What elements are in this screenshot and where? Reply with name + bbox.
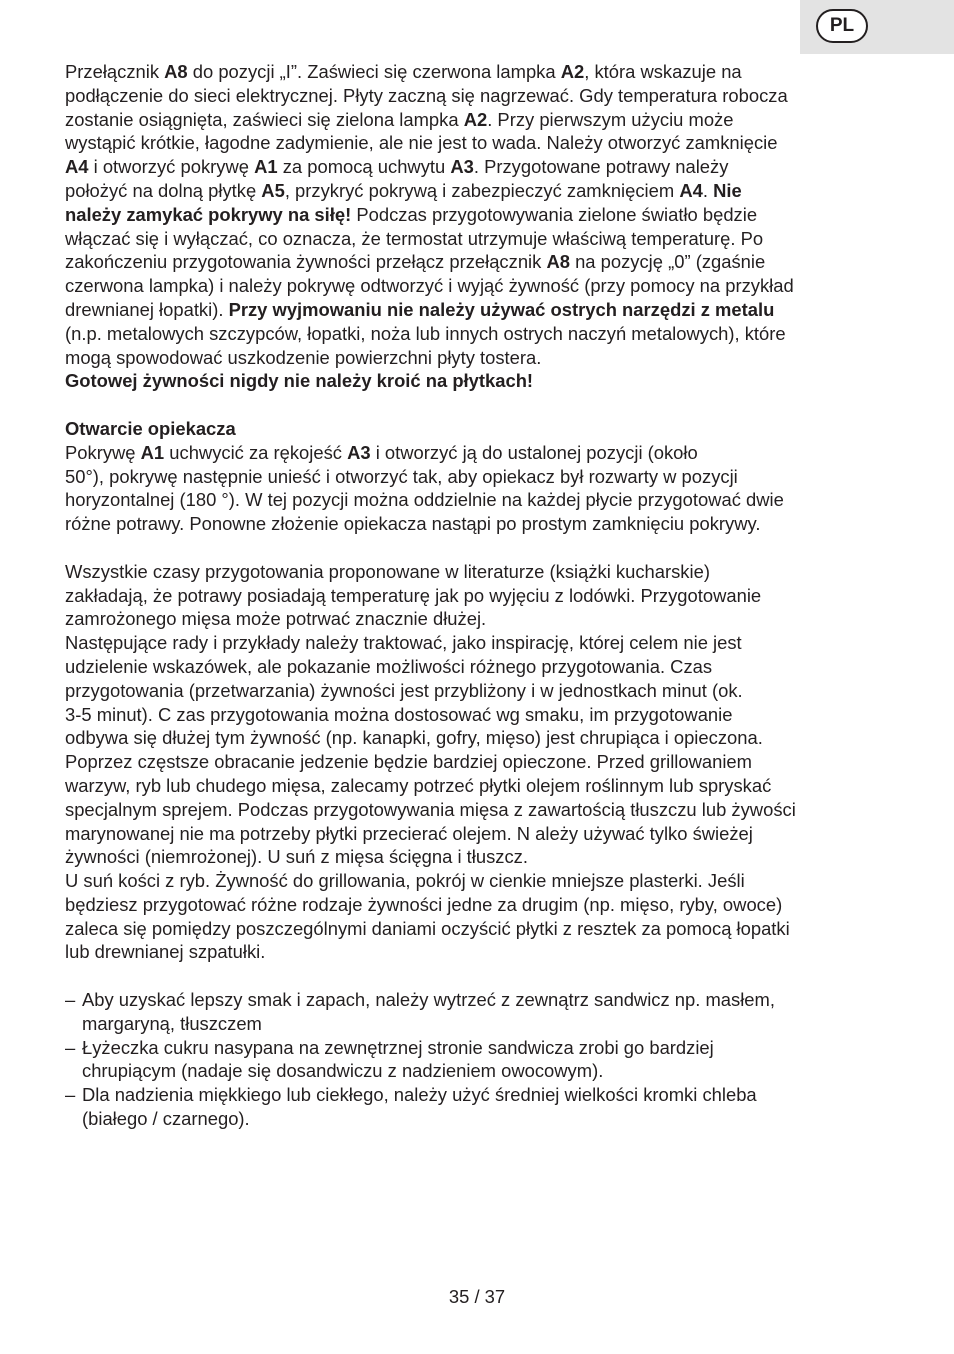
list-item: – Aby uzyskać lepszy smak i zapach, należy wytrzeć z zewnątrz sandwicz np. masłem, margaryną, tłuszczem bbox=[65, 988, 885, 1036]
text-line: Pokrywę A1 uchwycić za rękojeść A3 i otworzyć ją do ustalonej pozycji (około bbox=[65, 441, 698, 463]
text-line: Przełącznik A8 do pozycji „I”. Zaświeci się czerwona lampka A2, która wskazuje na bbox=[65, 61, 742, 82]
text-line: włączać się i wyłączać, co oznacza, że termostat utrzymuje właściwą temperaturę. Po bbox=[65, 227, 764, 249]
text-line: podłączenie do sieci elektrycznej. Płyty zaczną się nagrzewać. Gdy temperatura robocza bbox=[65, 84, 788, 106]
text-line: różne potrawy. Ponowne złożenie opiekacza nastąpi po prostym zamknięciu pokrywy. bbox=[65, 513, 761, 535]
text-line: zamrożonego mięsa może potrwać znacznie dłużej. bbox=[65, 608, 487, 630]
text-line: U suń kości z ryb. Żywność do grillowania, pokrój w cienkie mniejsze plasterki. Jeśli bbox=[65, 870, 745, 892]
text-line: 3-5 minut). C zas przygotowania można dostosować wg smaku, im przygotowanie bbox=[65, 703, 733, 725]
text-line: przygotowania (przetwarzania) żywności jest przybliżony i w jednostkach minut (ok. bbox=[65, 679, 743, 701]
text-line: lub drewnianej szpatułki. bbox=[65, 941, 266, 963]
text-line: Wszystkie czasy przygotowania proponowane w literaturze (książki kucharskie) bbox=[65, 560, 710, 582]
text-line: zostanie osiągnięta, zaświeci się zielona lampka A2. Przy pierwszym użyciu może bbox=[65, 108, 734, 130]
document-body bbox=[65, 60, 885, 1131]
text-line: czerwona lampka) i należy pokrywę odtworzyć i wyjąć żywność (przy pomocy na przykład bbox=[65, 275, 794, 297]
language-badge: PL bbox=[816, 9, 868, 43]
text-line: udzielenie wskazówek, ale pokazanie możliwości różnego przygotowania. Czas bbox=[65, 655, 713, 677]
text-line: zaleca się pomiędzy poszczególnymi daniami oczyścić płytki z resztek za pomocą łopatki bbox=[65, 917, 790, 939]
list-item: – Łyżeczka cukru nasypana na zewnętrznej stronie sandwicza zrobi go bardziej chrupiącym (nadaje się dosandwiczu z nadzieniem owocowym). bbox=[65, 1036, 885, 1084]
page-number: 35 / 37 bbox=[448, 1286, 506, 1307]
text-line: zakończeniu przygotowania żywności przełącz przełącznik A8 na pozycję „0” (zgaśnie bbox=[65, 251, 766, 273]
text-line: należy zamykać pokrywy na siłę! Podczas przygotowywania zielone światło będzie bbox=[65, 203, 758, 225]
text-line: Następujące rady i przykłady należy traktować, jako inspirację, której celem nie jest bbox=[65, 632, 742, 654]
text-line: wystąpić krótkie, łagodne zadymienie, ale nie jest to wada. Należy otworzyć zamknięcie bbox=[65, 132, 778, 154]
text-line: 50°), pokrywę następnie unieść i otworzyć tak, aby opiekacz był rozwarty w pozycji bbox=[65, 465, 738, 487]
section-heading: Otwarcie opiekacza bbox=[65, 417, 236, 439]
text-line: będziesz przygotować różne rodzaje żywności jedne za drugim (np. mięso, ryby, owoce) bbox=[65, 893, 783, 915]
text-line: drewnianej łopatki). Przy wyjmowaniu nie należy używać ostrych narzędzi z metalu bbox=[65, 298, 775, 320]
text-line: A4 i otworzyć pokrywę A1 za pomocą uchwytu A3. Przygotowane potrawy należy bbox=[65, 156, 729, 178]
text-line: (n.p. metalowych szczypców, łopatki, noża lub innych ostrych naczyń metalowych), które bbox=[65, 322, 786, 344]
paragraph-operation bbox=[65, 60, 885, 393]
list-item: – Dla nadzienia miękkiego lub ciekłego, należy użyć średniej wielkości kromki chleba (białego / czarnego). bbox=[65, 1083, 885, 1131]
text-line: Gotowej żywności nigdy nie należy kroić na płytkach! bbox=[65, 370, 534, 392]
text-line: położyć na dolną płytkę A5, przykryć pokrywą i zabezpieczyć zamknięciem A4. Nie bbox=[65, 179, 742, 201]
text-line: Poprzez częstsze obracanie jedzenie będzie bardziej opieczone. Przed grillowaniem bbox=[65, 751, 752, 773]
text-line: horyzontalnej (180 °). W tej pozycji można oddzielnie na każdej płycie przygotować dwie bbox=[65, 489, 784, 511]
paragraph-opening bbox=[65, 441, 885, 536]
text-line: odbywa się dłużej tym żywność (np. kanapki, gofry, mięso) jest chrupiąca i opieczona. bbox=[65, 727, 763, 749]
text-line: marynowanej nie ma potrzeby płytki przecierać olejem. N ależy używać tylko świeżej bbox=[65, 822, 753, 844]
tips-list bbox=[65, 988, 885, 1131]
text-line: żywności (niemrożonej). U suń z mięsa ścięgna i tłuszcz. bbox=[65, 846, 528, 868]
language-tab bbox=[800, 0, 954, 54]
paragraph-tips bbox=[65, 560, 885, 965]
text-line: warzyw, ryb lub chudego mięsa, zalecamy potrzeć płytki olejem roślinnym lub spryskać bbox=[65, 774, 772, 796]
text-line: zakładają, że potrawy posiadają temperaturę jak po wyjęciu z lodówki. Przygotowanie bbox=[65, 584, 762, 606]
text-line: specjalnym sprejem. Podczas przygotowywania mięsa z zawartością tłuszczu lub żywości bbox=[65, 798, 796, 820]
text-line: mogą spowodować uszkodzenie powierzchni płyty tostera. bbox=[65, 346, 542, 368]
